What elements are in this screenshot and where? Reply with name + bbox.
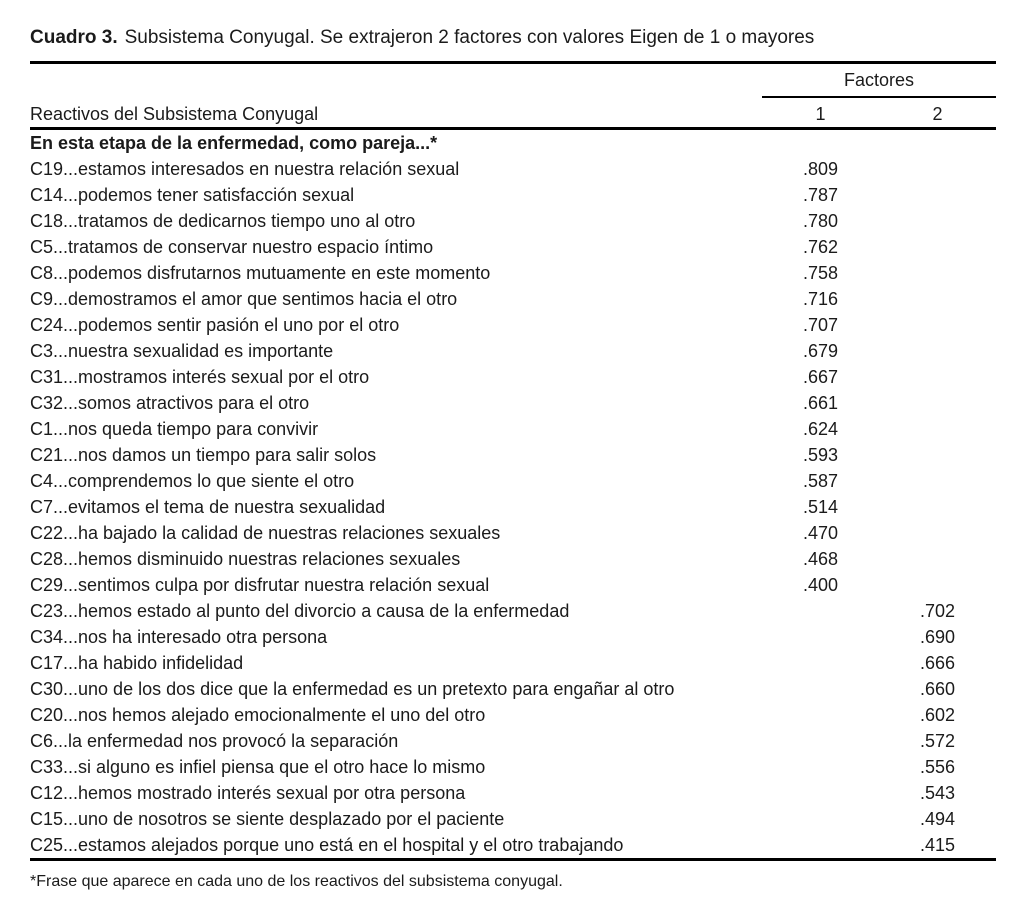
item-label: C6...la enfermedad nos provocó la separación xyxy=(30,731,399,751)
table-row xyxy=(30,676,996,702)
bottom-rule xyxy=(30,858,996,861)
header-spacer xyxy=(30,64,762,98)
factor2-value xyxy=(879,208,996,234)
table-row xyxy=(30,546,996,572)
table-row xyxy=(30,780,996,806)
table-row xyxy=(30,806,996,832)
factor2-value xyxy=(879,364,996,390)
factors-group-row xyxy=(30,64,996,98)
table-row xyxy=(30,338,996,364)
item-label: C4...comprendemos lo que siente el otro xyxy=(30,471,355,491)
table-title xyxy=(30,26,996,50)
table-row xyxy=(30,468,996,494)
item-label: C18...tratamos de dedicarnos tiempo uno al otro xyxy=(30,211,416,231)
factor1-value xyxy=(762,598,879,624)
factors-underline xyxy=(762,96,996,98)
factor1-value xyxy=(762,728,879,754)
factor2-value: .666 xyxy=(919,653,956,673)
table-header xyxy=(30,64,996,127)
item-label: C9...demostramos el amor que sentimos hacia el otro xyxy=(30,289,458,309)
factor2-value xyxy=(879,494,996,520)
factor2-value xyxy=(879,260,996,286)
factor1-value: .624 xyxy=(802,419,839,439)
item-label: C19...estamos interesados en nuestra relación sexual xyxy=(30,159,460,179)
item-label: C34...nos ha interesado otra persona xyxy=(30,627,328,647)
table-row xyxy=(30,520,996,546)
factor2-value xyxy=(879,234,996,260)
item-label: C28...hemos disminuido nuestras relaciones sexuales xyxy=(30,549,461,569)
item-label: C14...podemos tener satisfacción sexual xyxy=(30,185,355,205)
factor2-value: .494 xyxy=(919,809,956,829)
factor1-value xyxy=(762,676,879,702)
item-label: C12...hemos mostrado interés sexual por otra persona xyxy=(30,783,466,803)
factor1-value: .707 xyxy=(802,315,839,335)
table-row xyxy=(30,312,996,338)
factor1-value xyxy=(762,624,879,650)
table-figure xyxy=(30,0,996,892)
item-label: C15...uno de nosotros se siente desplazado por el paciente xyxy=(30,809,505,829)
item-label: C22...ha bajado la calidad de nuestras relaciones sexuales xyxy=(30,523,501,543)
item-label: C21...nos damos un tiempo para salir solos xyxy=(30,445,377,465)
factor2-value: .602 xyxy=(919,705,956,725)
table-row xyxy=(30,702,996,728)
factor1-value: .470 xyxy=(802,523,839,543)
table-row xyxy=(30,832,996,858)
factor2-value: .415 xyxy=(919,835,956,855)
item-label: C31...mostramos interés sexual por el otro xyxy=(30,367,370,387)
factor2-value xyxy=(879,520,996,546)
factor2-value xyxy=(879,468,996,494)
factor2-value xyxy=(879,546,996,572)
item-label: C29...sentimos culpa por disfrutar nuestra relación sexual xyxy=(30,575,490,595)
factor2-value xyxy=(879,338,996,364)
factor1-value xyxy=(762,754,879,780)
table-row xyxy=(30,234,996,260)
table-row xyxy=(30,416,996,442)
factor2-value xyxy=(879,156,996,182)
item-label: C32...somos atractivos para el otro xyxy=(30,393,310,413)
factor1-value: .762 xyxy=(802,237,839,257)
factor2-value xyxy=(879,286,996,312)
table-row xyxy=(30,182,996,208)
factor1-value: .514 xyxy=(802,497,839,517)
column-header-row xyxy=(30,98,996,127)
factors-label: Factores xyxy=(843,70,915,90)
table-row xyxy=(30,754,996,780)
item-label: C8...podemos disfrutarnos mutuamente en este momento xyxy=(30,263,491,283)
item-label: C1...nos queda tiempo para convivir xyxy=(30,419,319,439)
factor2-value xyxy=(879,416,996,442)
table-caption: Subsistema Conyugal. Se extrajeron 2 factores con valores Eigen de 1 o mayores xyxy=(124,27,815,48)
row-header: Reactivos del Subsistema Conyugal xyxy=(30,104,319,124)
factor1-value xyxy=(762,806,879,832)
table-row xyxy=(30,208,996,234)
table-row xyxy=(30,364,996,390)
factor2-value: .660 xyxy=(919,679,956,699)
factor1-value: .780 xyxy=(802,211,839,231)
table-number: Cuadro 3. xyxy=(30,27,118,48)
factor2-value: .702 xyxy=(919,601,956,621)
table-row xyxy=(30,598,996,624)
table-row xyxy=(30,286,996,312)
item-label: C5...tratamos de conservar nuestro espacio íntimo xyxy=(30,237,434,257)
table-row xyxy=(30,260,996,286)
factor1-value xyxy=(762,832,879,858)
factor2-value: .543 xyxy=(919,783,956,803)
factor1-value xyxy=(762,650,879,676)
factor2-value: .690 xyxy=(919,627,956,647)
factor1-value: .593 xyxy=(802,445,839,465)
item-label: C24...podemos sentir pasión el uno por el otro xyxy=(30,315,400,335)
item-label: C25...estamos alejados porque uno está en el hospital y el otro trabajando xyxy=(30,835,624,855)
factor2-value xyxy=(879,442,996,468)
factor1-value: .400 xyxy=(802,575,839,595)
factor1-value: .468 xyxy=(802,549,839,569)
factor1-value: .667 xyxy=(802,367,839,387)
factor1-value: .758 xyxy=(802,263,839,283)
table-row xyxy=(30,572,996,598)
table-row xyxy=(30,442,996,468)
factor2-value xyxy=(879,182,996,208)
column-header-factor-2: 2 xyxy=(932,104,943,124)
item-label: C23...hemos estado al punto del divorcio a causa de la enfermedad xyxy=(30,601,570,621)
factor1-value: .809 xyxy=(802,159,839,179)
factor1-value xyxy=(762,780,879,806)
footnote: *Frase que aparece en cada uno de los reactivos del subsistema conyugal. xyxy=(30,873,563,890)
factor2-value: .572 xyxy=(919,731,956,751)
factor2-value xyxy=(879,572,996,598)
item-label: C33...si alguno es infiel piensa que el otro hace lo mismo xyxy=(30,757,486,777)
item-label: C7...evitamos el tema de nuestra sexualidad xyxy=(30,497,386,517)
factor1-value: .661 xyxy=(802,393,839,413)
factors-group-header xyxy=(762,64,996,98)
table-row xyxy=(30,650,996,676)
item-label: C17...ha habido infidelidad xyxy=(30,653,244,673)
factor1-value: .787 xyxy=(802,185,839,205)
factor1-value: .587 xyxy=(802,471,839,491)
table-row xyxy=(30,494,996,520)
factor1-value: .716 xyxy=(802,289,839,309)
table-row xyxy=(30,728,996,754)
item-label: C20...nos hemos alejado emocionalmente el uno del otro xyxy=(30,705,486,725)
table-row xyxy=(30,156,996,182)
factor2-value: .556 xyxy=(919,757,956,777)
factor2-value xyxy=(879,390,996,416)
item-label: C3...nuestra sexualidad es importante xyxy=(30,341,334,361)
column-header-factor-1: 1 xyxy=(815,104,826,124)
factor1-value xyxy=(762,702,879,728)
factor2-value xyxy=(879,312,996,338)
factor1-value: .679 xyxy=(802,341,839,361)
table-row xyxy=(30,624,996,650)
table-row xyxy=(30,390,996,416)
section-header: En esta etapa de la enfermedad, como pareja...* xyxy=(30,133,438,153)
table-body xyxy=(30,156,996,858)
item-label: C30...uno de los dos dice que la enfermedad es un pretexto para engañar al otro xyxy=(30,679,675,699)
